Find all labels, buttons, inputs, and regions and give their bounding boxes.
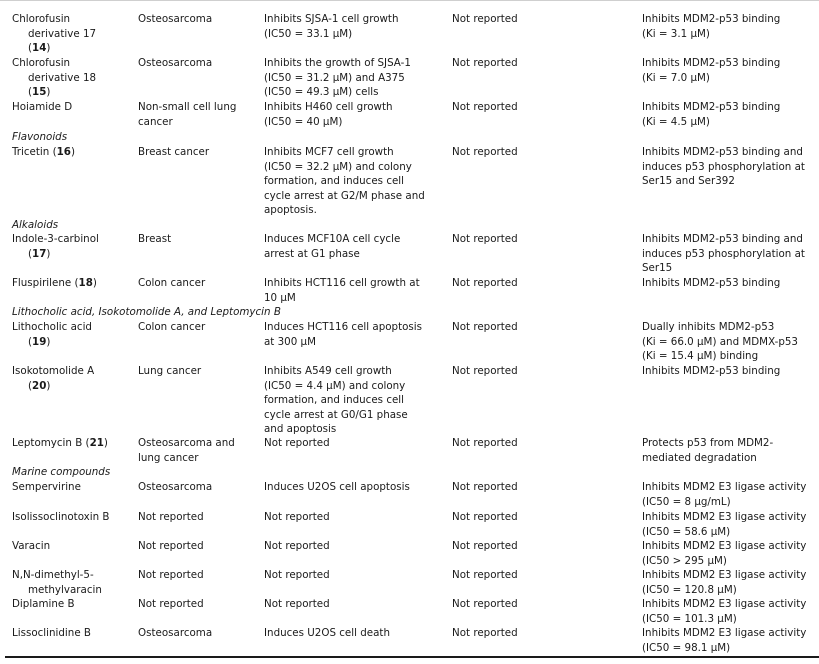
compound-number: 20: [32, 379, 47, 392]
compound-name-cell: Fluspirilene (18): [12, 277, 97, 289]
mechanism-cell: Inhibits MDM2-p53 binding and induces p53 phosphorylation at Ser15 and Ser392: [642, 146, 805, 188]
cell-effect-cell: Inhibits A549 cell growth (IC50 = 4.4 μM) and colony formation, and induces cell cycle arrest at G0/G1 phase and apoptosis: [264, 365, 408, 436]
compound-name-cell: Tricetin (16): [12, 146, 75, 158]
mechanism-cell: Inhibits MDM2 E3 ligase activity (IC50 > 295 μM): [642, 540, 807, 567]
cell-effect-cell: Not reported: [264, 540, 330, 552]
compound-name-cell: Lithocholic acid (19): [12, 321, 92, 348]
inhibitor-cell: Not reported: [452, 437, 518, 449]
section-heading-lithocholic: Lithocholic acid, Isokotomolide A, and Leptomycin B: [12, 306, 281, 318]
inhibitor-cell: Not reported: [452, 569, 518, 581]
compound-name-cell: Lissoclinidine B: [12, 627, 91, 639]
mechanism-cell: Inhibits MDM2-p53 binding (Ki = 3.1 μM): [642, 13, 781, 40]
compound-number: 16: [56, 146, 71, 158]
cancer-type-cell: Osteosarcoma: [138, 57, 213, 69]
compound-name-cell: Isolissoclinotoxin B: [12, 511, 110, 523]
compound-name-cell: Diplamine B: [12, 598, 75, 610]
inhibitor-cell: Not reported: [452, 598, 518, 610]
compound-name-cell: Indole-3-carbinol (17): [12, 233, 99, 260]
cancer-type-cell: Not reported: [138, 540, 204, 552]
mechanism-cell: Inhibits MDM2-p53 binding (Ki = 4.5 μM): [642, 101, 781, 128]
compound-number: 19: [32, 335, 47, 348]
mechanism-cell: Inhibits MDM2 E3 ligase activity (IC50 = 101.3 μM): [642, 598, 807, 625]
cancer-type-cell: Breast cancer: [138, 146, 210, 158]
inhibitor-cell: Not reported: [452, 321, 518, 333]
section-heading-alkaloids: Alkaloids: [12, 219, 59, 231]
inhibitor-cell: Not reported: [452, 233, 518, 245]
mechanism-cell: Protects p53 from MDM2- mediated degradation: [642, 437, 774, 464]
cell-effect-cell: Not reported: [264, 511, 330, 523]
compound-number: 18: [78, 277, 93, 289]
mechanism-cell: Inhibits MDM2 E3 ligase activity (IC50 = 8 μg/mL): [642, 481, 807, 508]
compound-number: 14: [32, 42, 47, 55]
compound-name-cell: N,N-dimethyl-5- methylvaracin: [12, 569, 102, 596]
cell-effect-cell: Inhibits MCF7 cell growth (IC50 = 32.2 μM) and colony formation, and induces cell cycle arrest at G2/M phase and apoptosis.: [264, 146, 425, 217]
compound-number: 21: [89, 437, 104, 449]
cancer-type-cell: Osteosarcoma: [138, 13, 213, 25]
cell-effect-cell: Not reported: [264, 437, 330, 449]
mechanism-cell: Inhibits MDM2-p53 binding (Ki = 7.0 μM): [642, 57, 781, 84]
cancer-type-cell: Not reported: [138, 511, 204, 523]
inhibitor-cell: Not reported: [452, 101, 518, 113]
cell-effect-cell: Induces U2OS cell death: [264, 627, 390, 639]
cancer-type-cell: Lung cancer: [138, 365, 202, 377]
compound-name-cell: Hoiamide D: [12, 101, 73, 113]
cancer-type-cell: Osteosarcoma: [138, 481, 213, 493]
table-top-rule: [0, 0, 819, 1]
mechanism-cell: Inhibits MDM2 E3 ligase activity (IC50 = 98.1 μM): [642, 627, 807, 654]
cell-effect-cell: Not reported: [264, 598, 330, 610]
inhibitor-cell: Not reported: [452, 540, 518, 552]
cancer-type-cell: Colon cancer: [138, 277, 206, 289]
cell-effect-cell: Induces HCT116 cell apoptosis at 300 μM: [264, 321, 423, 348]
cancer-type-cell: Osteosarcoma and lung cancer: [138, 437, 235, 464]
inhibitor-cell: Not reported: [452, 627, 518, 639]
cell-effect-cell: Induces U2OS cell apoptosis: [264, 481, 410, 493]
mechanism-cell: Dually inhibits MDM2-p53 (Ki = 66.0 μM) and MDMX-p53 (Ki = 15.4 μM) binding: [642, 321, 798, 363]
inhibitor-cell: Not reported: [452, 481, 518, 493]
cell-effect-cell: Induces MCF10A cell cycle arrest at G1 phase: [264, 233, 401, 260]
compound-number: 17: [32, 247, 47, 260]
inhibitor-cell: Not reported: [452, 57, 518, 69]
inhibitor-cell: Not reported: [452, 146, 518, 158]
section-heading-flavonoids: Flavonoids: [12, 131, 68, 143]
compound-name-cell: Isokotomolide A (20): [12, 365, 95, 392]
inhibitor-cell: Not reported: [452, 365, 518, 377]
section-heading-marine: Marine compounds: [12, 466, 111, 478]
mechanism-cell: Inhibits MDM2-p53 binding: [642, 277, 781, 289]
compound-name-cell: Varacin: [12, 540, 51, 552]
table-bottom-rule: [5, 656, 819, 658]
cell-effect-cell: Inhibits SJSA-1 cell growth (IC50 = 33.1 μM): [264, 13, 399, 40]
mechanism-cell: Inhibits MDM2 E3 ligase activity (IC50 = 120.8 μM): [642, 569, 807, 596]
cell-effect-cell: Inhibits the growth of SJSA-1 (IC50 = 31.2 μM) and A375 (IC50 = 49.3 μM) cells: [264, 57, 411, 99]
compound-number: 15: [32, 86, 47, 99]
cancer-type-cell: Not reported: [138, 569, 204, 581]
mechanism-cell: Inhibits MDM2-p53 binding and induces p53 phosphorylation at Ser15: [642, 233, 805, 275]
cancer-type-cell: Colon cancer: [138, 321, 206, 333]
cell-effect-cell: Not reported: [264, 569, 330, 581]
cell-effect-cell: Inhibits HCT116 cell growth at 10 μM: [264, 277, 420, 304]
inhibitor-cell: Not reported: [452, 511, 518, 523]
cell-effect-cell: Inhibits H460 cell growth (IC50 = 40 μM): [264, 101, 393, 128]
mechanism-cell: Inhibits MDM2-p53 binding: [642, 365, 781, 377]
compound-name-cell: Chlorofusin derivative 18 (15): [12, 57, 97, 99]
compound-name-cell: Chlorofusin derivative 17 (14): [12, 13, 97, 55]
cancer-type-cell: Breast: [138, 233, 172, 245]
inhibitor-cell: Not reported: [452, 277, 518, 289]
inhibitor-cell: Not reported: [452, 13, 518, 25]
cancer-type-cell: Osteosarcoma: [138, 627, 213, 639]
mechanism-cell: Inhibits MDM2 E3 ligase activity (IC50 = 58.6 μM): [642, 511, 807, 538]
cancer-type-cell: Not reported: [138, 598, 204, 610]
cancer-type-cell: Non-small cell lung cancer: [138, 101, 237, 128]
compound-name-cell: Sempervirine: [12, 481, 81, 493]
compound-name-cell: Leptomycin B (21): [12, 437, 108, 449]
